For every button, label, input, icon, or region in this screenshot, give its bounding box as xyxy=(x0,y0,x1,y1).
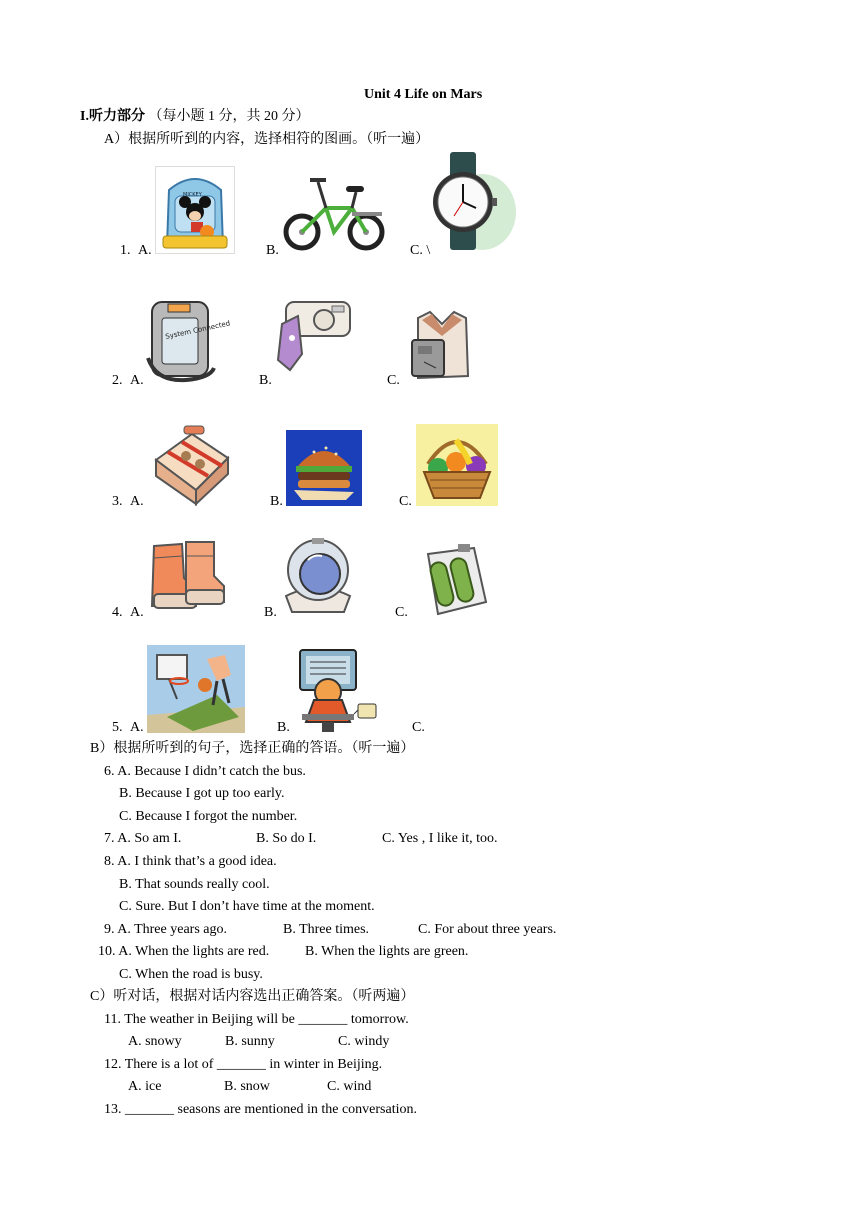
question-number: 3. xyxy=(112,494,123,509)
q11-option-a: A. snowy xyxy=(128,1034,182,1049)
option-a-label: A. xyxy=(138,243,152,258)
option-b-label: B. xyxy=(277,720,290,735)
question-number: 4. xyxy=(112,605,123,620)
oxygen-tank-icon xyxy=(414,544,490,620)
bicycle-icon xyxy=(282,172,390,252)
option-a-label: A. xyxy=(130,720,144,735)
q6-option-b: B. Because I got up too early. xyxy=(119,786,285,801)
q13-stem: 13. _______ seasons are mentioned in the conversation. xyxy=(104,1102,417,1117)
q12-option-c: C. wind xyxy=(327,1079,372,1094)
q8-option-b: B. That sounds really cool. xyxy=(119,877,270,892)
q10-option-b: B. When the lights are green. xyxy=(305,944,469,959)
q9-option-a: 9. A. Three years ago. xyxy=(104,922,227,937)
section-a-instruction: A）根据所听到的内容，选择相符的图画。（听一遍） xyxy=(104,132,430,147)
q12-option-b: B. snow xyxy=(224,1079,270,1094)
option-c-label: C. xyxy=(395,605,408,620)
lunch-box-icon xyxy=(148,420,234,506)
page-title: Unit 4 Life on Mars xyxy=(364,87,483,102)
q7-option-b: B. So do I. xyxy=(256,831,317,846)
wristwatch-icon xyxy=(430,152,518,252)
q6-option-a: 6. A. Because I didn’t catch the bus. xyxy=(104,764,306,779)
option-b-label: B. xyxy=(270,494,283,509)
part-score-note: （每小题 1 分，共 20 分） xyxy=(148,109,310,124)
question-number: 2. xyxy=(112,373,123,388)
question-number: 1. xyxy=(120,243,131,258)
backpack-icon xyxy=(155,166,235,254)
q12-stem: 12. There is a lot of _______ in winter in Beijing. xyxy=(104,1057,383,1072)
q8-option-c: C. Sure. But I don’t have time at the moment. xyxy=(119,899,375,914)
option-c-label: C. xyxy=(412,720,425,735)
section-b-instruction: B）根据所听到的句子，选择正确的答语。（听一遍） xyxy=(90,741,415,756)
computer-user-icon xyxy=(292,648,388,732)
option-a-label: A. xyxy=(130,373,144,388)
handheld-device-icon xyxy=(146,298,231,384)
option-a-label: A. xyxy=(130,605,144,620)
space-boots-icon xyxy=(148,534,228,616)
option-a-label: A. xyxy=(130,494,144,509)
q11-option-b: B. sunny xyxy=(225,1034,275,1049)
q6-option-c: C. Because I forgot the number. xyxy=(119,809,298,824)
basketball-hoop-icon xyxy=(147,645,245,733)
part-heading-label: I.听力部分 xyxy=(80,109,145,124)
fruit-basket-icon xyxy=(416,424,498,506)
space-helmet-icon xyxy=(280,536,356,616)
q9-option-c: C. For about three years. xyxy=(418,922,557,937)
backpack-brand-text: MICKEY xyxy=(183,192,202,198)
device-screen-text: System Connected xyxy=(164,319,231,341)
q10-option-c: C. When the road is busy. xyxy=(119,967,263,982)
option-c-label: C. \ xyxy=(410,243,431,258)
section-c-instruction: C）听对话，根据对话内容选出正确答案。（听两遍） xyxy=(90,989,415,1004)
q9-option-b: B. Three times. xyxy=(283,922,370,937)
part-heading xyxy=(80,108,309,125)
q10-option-a: 10. A. When the lights are red. xyxy=(98,944,270,959)
q12-option-a: A. ice xyxy=(128,1079,162,1094)
q7-option-c: C. Yes , I like it, too. xyxy=(382,831,498,846)
hamburger-icon xyxy=(286,430,362,506)
q11-stem: 11. The weather in Beijing will be _______ tomorrow. xyxy=(104,1012,409,1027)
toy-gun-icon xyxy=(272,294,354,380)
option-c-label: C. xyxy=(387,373,400,388)
option-b-label: B. xyxy=(259,373,272,388)
option-b-label: B. xyxy=(266,243,279,258)
q11-option-c: C. windy xyxy=(338,1034,390,1049)
space-suit-pack-icon xyxy=(408,306,476,388)
option-c-label: C. xyxy=(399,494,412,509)
question-number: 5. xyxy=(112,720,123,735)
q8-option-a: 8. A. I think that’s a good idea. xyxy=(104,854,277,869)
q7-option-a: 7. A. So am I. xyxy=(104,831,182,846)
option-b-label: B. xyxy=(264,605,277,620)
